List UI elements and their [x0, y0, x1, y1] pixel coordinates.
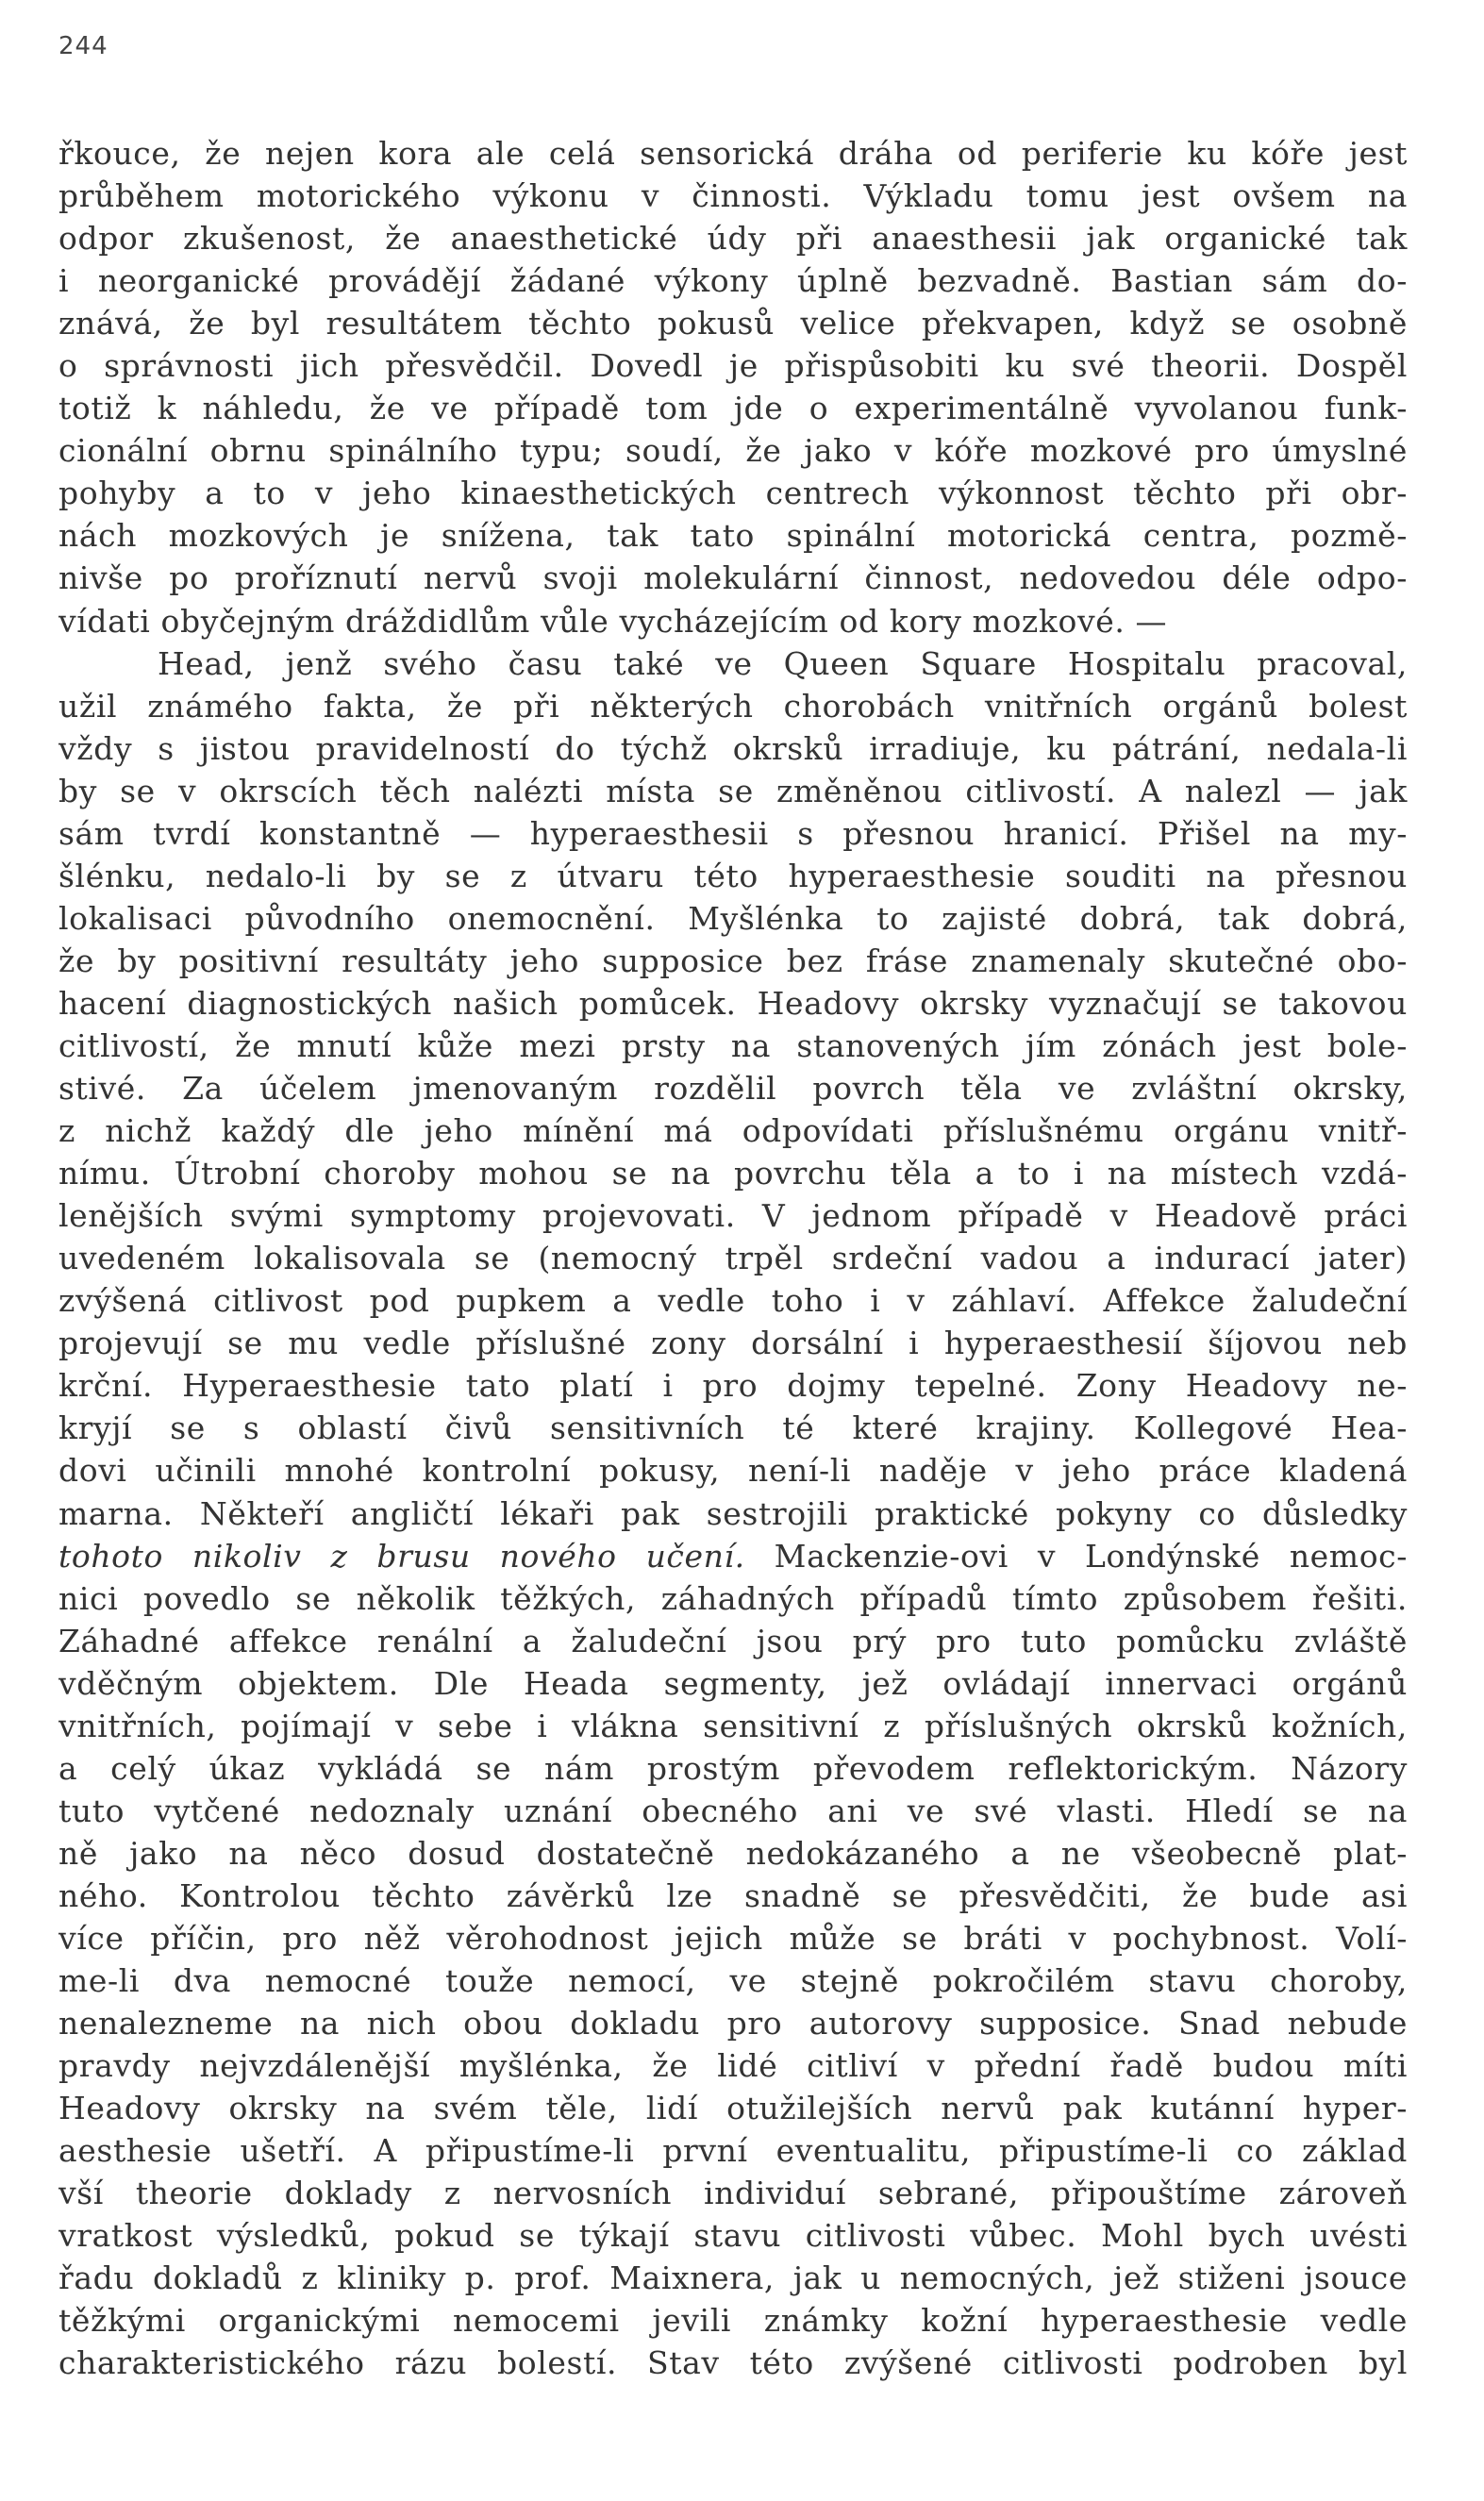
- text-line: cionální obrnu spinálního typu; soudí, že jako v kóře mozkové pro úmyslné: [58, 432, 1408, 470]
- text-line: hacení diagnostických našich pomůcek. Headovy okrsky vyznačují se takovou: [58, 984, 1408, 1022]
- text-line: vídati obyčejným dráždidlům vůle vycházejícím od kory mozkové. —: [58, 602, 1168, 640]
- text-line: aesthesie ušetří. A připustíme-li první eventualitu, připustíme-li co základ: [58, 2132, 1408, 2170]
- text-line: ného. Kontrolou těchto závěrků lze snadně se přesvědčiti, že bude asi: [58, 1876, 1408, 1914]
- text-line: sám tvrdí konstantně — hyperaesthesii s přesnou hranicí. Přišel na my-: [58, 814, 1408, 852]
- text-line: krční. Hyperaesthesie tato platí i pro dojmy tepelné. Zony Headovy ne-: [58, 1367, 1408, 1405]
- text-line: vratkost výsledků, pokud se týkají stavu citlivosti vůbec. Mohl bych uvésti: [58, 2217, 1408, 2255]
- text-line: totiž k náhledu, že ve případě tom jde o experimentálně vyvolanou funk-: [58, 390, 1408, 427]
- text-line: z nichž každý dle jeho mínění má odpovídati příslušnému orgánu vnitř-: [58, 1112, 1408, 1150]
- text-line: znává, že byl resultátem těchto pokusů velice překvapen, když se osobně: [58, 305, 1408, 342]
- text-line: ně jako na něco dosud dostatečně nedokázaného a ne všeobecně plat-: [58, 1834, 1408, 1872]
- text-line: kryjí se s oblastí čivů sensitivních té které krajiny. Kollegové Hea-: [58, 1409, 1408, 1447]
- text-line: [58, 1535, 1408, 1577]
- text-line: více příčin, pro něž věrohodnost jejich může se bráti v pochybnost. Volí-: [58, 1919, 1408, 1957]
- text-line: odpor zkušenost, že anaesthetické údy při anaesthesii jak organické tak: [58, 220, 1408, 258]
- page-number: 244: [58, 32, 108, 60]
- text-line: uvedeném lokalisovala se (nemocný trpěl srdeční vadou a indurací jater): [58, 1240, 1408, 1277]
- text-line: o správnosti jich přesvědčil. Dovedl je přispůsobiti ku své theorii. Dospěl: [58, 347, 1408, 385]
- text-line: řadu dokladů z kliniky p. prof. Maixnera, jak u nemocných, jež stiženi jsouce: [58, 2259, 1408, 2297]
- text-line: řkouce, že nejen kora ale celá sensorická dráha od periferie ku kóře jest: [58, 135, 1408, 172]
- text-line: citlivostí, že mnutí kůže mezi prsty na stanovených jím zónách jest bole-: [58, 1026, 1408, 1064]
- text-line: šlénku, nedalo-li by se z útvaru této hyperaesthesie souditi na přesnou: [58, 857, 1408, 894]
- page-body: [58, 132, 1408, 2384]
- text-line: zvýšená citlivost pod pupkem a vedle toho i v záhlaví. Affekce žaludeční: [58, 1282, 1408, 1320]
- text-line: projevují se mu vedle příslušné zony dorsální i hyperaesthesií šíjovou neb: [58, 1325, 1408, 1362]
- text-line: marna. Někteří angličtí lékaři pak sestrojili praktické pokyny co důsledky: [58, 1494, 1408, 1532]
- text-line: nici povedlo se několik těžkých, záhadných případů tímto způsobem řešiti.: [58, 1579, 1408, 1617]
- line-rest: Mackenzie-ovi v Londýnské nemoc-: [744, 1537, 1408, 1575]
- italic-phrase: tohoto nikoliv z brusu nového učení.: [58, 1537, 745, 1575]
- text-line: lenějších svými symptomy projevovati. V jednom případě v Headově práci: [58, 1197, 1408, 1235]
- text-line: vždy s jistou pravidelností do týchž okrsků irradiuje, ku pátrání, nedala-li: [58, 729, 1408, 767]
- text-line: i neorganické provádějí žádané výkony úplně bezvadně. Bastian sám do-: [58, 262, 1408, 300]
- text-line: pohyby a to v jeho kinaesthetických centrech výkonnost těchto při obr-: [58, 475, 1408, 512]
- text-line: nenalezneme na nich obou dokladu pro autorovy supposice. Snad nebude: [58, 2005, 1408, 2042]
- text-line: lokalisaci původního onemocnění. Myšlénka to zajisté dobrá, tak dobrá,: [58, 899, 1408, 937]
- text-line: dovi učinili mnohé kontrolní pokusy, není-li naděje v jeho práce kladená: [58, 1452, 1408, 1490]
- text-line: že by positivní resultáty jeho supposice bez fráse znamenaly skutečné obo-: [58, 942, 1408, 979]
- text-line: užil známého fakta, že při některých chorobách vnitřních orgánů bolest: [58, 687, 1408, 725]
- text-line: pravdy nejvzdálenější myšlénka, že lidé citliví v přední řadě budou míti: [58, 2047, 1408, 2085]
- text-line: průběhem motorického výkonu v činnosti. Výkladu tomu jest ovšem na: [58, 177, 1408, 215]
- text-line: tuto vytčené nedoznaly uznání obecného ani ve své vlasti. Hledí se na: [58, 1792, 1408, 1829]
- text-line: a celý úkaz vykládá se nám prostým převodem reflektorickým. Názory: [58, 1749, 1408, 1787]
- text-line: Head, jenž svého času také ve Queen Square Hospitalu pracoval,: [158, 644, 1408, 682]
- text-line: by se v okrscích těch nalézti místa se změněnou citlivostí. A nalezl — jak: [58, 772, 1408, 809]
- text-line: stivé. Za účelem jmenovaným rozdělil povrch těla ve zvláštní okrsky,: [58, 1070, 1408, 1108]
- text-line: nímu. Útrobní choroby mohou se na povrchu těla a to i na místech vzdá-: [58, 1155, 1408, 1192]
- text-line: nách mozkových je snížena, tak tato spinální motorická centra, pozmě-: [58, 517, 1408, 555]
- text-line: vděčným objektem. Dle Heada segmenty, jež ovládají innervaci orgánů: [58, 1664, 1408, 1702]
- text-line: me-li dva nemocné touže nemocí, ve stejně pokročilém stavu choroby,: [58, 1962, 1408, 2000]
- text-line: Záhadné affekce renální a žaludeční jsou prý pro tuto pomůcku zvláště: [58, 1622, 1408, 1659]
- text-line: charakteristického rázu bolestí. Stav této zvýšené citlivosti podroben byl: [58, 2344, 1408, 2382]
- text-line: těžkými organickými nemocemi jevili známky kožní hyperaesthesie vedle: [58, 2302, 1408, 2340]
- text-line: nivše po proříznutí nervů svoji molekulární činnost, nedovedou déle odpo-: [58, 559, 1408, 597]
- text-line: vší theorie doklady z nervosních individuí sebrané, připouštíme zároveň: [58, 2175, 1408, 2212]
- text-line: Headovy okrsky na svém těle, lidí otužilejších nervů pak kutánní hyper-: [58, 2090, 1408, 2127]
- text-line: vnitřních, pojímají v sebe i vlákna sensitivní z příslušných okrsků kožních,: [58, 1707, 1408, 1744]
